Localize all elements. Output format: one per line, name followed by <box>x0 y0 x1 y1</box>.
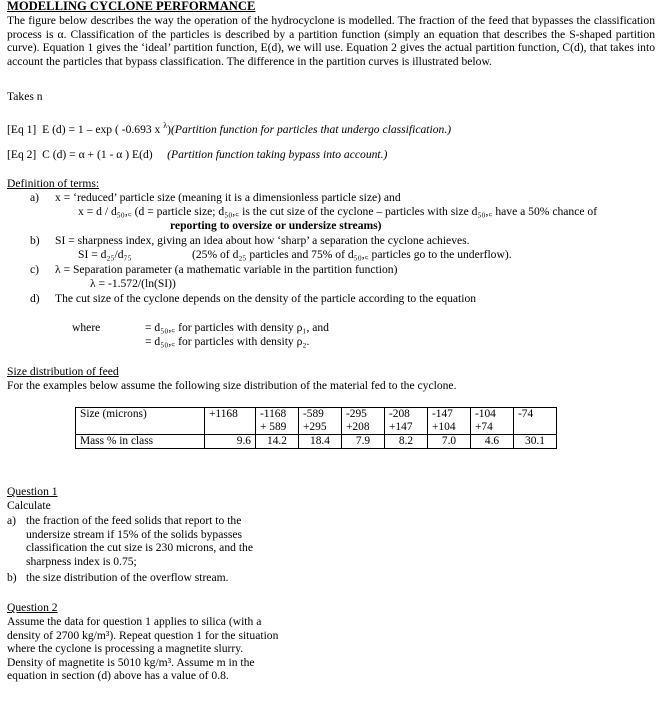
table-row-size <box>76 408 557 435</box>
equation-1 <box>7 119 451 136</box>
def-d-line1: The cut size of the cyclone depends on the density of the particle according to the equation <box>55 292 477 305</box>
def-a-line1: x = ‘reduced’ particle size (meaning it is a dimensionless particle size) and <box>55 191 401 204</box>
question-1-a-marker: a) <box>7 514 17 527</box>
def-c-line2: λ = -1.572/(ln(SI)) <box>90 277 176 290</box>
def-b-line2a: SI = d₂₅/d₇₅ <box>78 248 132 261</box>
where-line1: = d₅₀,꜀ for particles with density ρ₁, and <box>145 321 329 334</box>
def-a-line2: x = d / d₅₀,꜀ (d = particle size; d₅₀,꜀ is the cut size of the cyclone – particles with size d₅₀,꜀ have a 50% chance of <box>78 205 598 218</box>
table-cell-mass: 30.1 <box>514 435 557 449</box>
table-cell-mass: 14.2 <box>256 435 299 449</box>
size-dist-heading: Size distribution of feed <box>7 365 119 378</box>
eq1-exponent: λ <box>163 121 168 130</box>
def-a-line3: reporting to oversize or undersize streams) <box>170 219 382 232</box>
equation-2 <box>7 148 387 162</box>
table-cell-size: -208 +147 <box>385 408 428 435</box>
def-d-marker: d) <box>30 292 40 305</box>
table-cell-size: -74 <box>514 408 557 435</box>
where-line2: = d₅₀,꜀ for particles with density ρ₂. <box>145 335 310 348</box>
question-1-b-marker: b) <box>7 571 17 584</box>
row-label-mass: Mass % in class <box>76 435 205 449</box>
def-a-marker: a) <box>30 191 40 204</box>
eq2-label: [Eq 2] <box>7 148 37 161</box>
intro-paragraph: The figure below describes the way the operation of the hydrocyclone is modelled. The fraction of the feed that bypasses the classification process is α. Classification of the particles is described by a partition function (simply an equation that describes the S-shaped partition curve). Equation 1 gives the ‘ideal’ partition function, E(d), we will use. Equation 2 gives the actual partition function, C(d), that takes into account the particles that bypass classification. The difference in the partition curves is illustrated below. <box>7 14 655 68</box>
question-1-b-text: the size distribution of the overflow stream. <box>26 571 229 584</box>
eq2-formula: C (d) = α + (1 - α ) E(d) <box>42 148 153 161</box>
question-2-heading: Question 2 <box>7 601 58 614</box>
table-row-mass <box>76 435 557 449</box>
question-1-heading: Question 1 <box>7 485 58 498</box>
table-cell-mass: 8.2 <box>385 435 428 449</box>
document-title: MODELLING CYCLONE PERFORMANCE <box>7 0 256 13</box>
size-distribution-table <box>75 407 557 449</box>
table-cell-size: -1168 + 589 <box>256 408 299 435</box>
size-dist-sentence: For the examples below assume the following size distribution of the material fed to the cyclone. <box>7 379 457 392</box>
def-b-line2b: (25% of d₂₅ particles and 75% of d₅₀,꜀ particles go to the underflow). <box>192 248 512 261</box>
eq2-note: (Partition function taking bypass into account.) <box>167 148 388 161</box>
def-b-marker: b) <box>30 234 40 247</box>
table-cell-mass: 7.0 <box>428 435 471 449</box>
table-cell-mass: 7.9 <box>342 435 385 449</box>
eq1-close: ) <box>167 122 172 136</box>
def-c-line1: λ = Separation parameter (a mathematic variable in the partition function) <box>55 263 398 276</box>
table-cell-mass: 9.6 <box>205 435 256 449</box>
row-label-size: Size (microns) <box>76 408 205 435</box>
table-cell-mass: 18.4 <box>299 435 342 449</box>
definitions-heading: Definition of terms: <box>7 177 100 190</box>
question-1-calculate: Calculate <box>7 499 51 512</box>
def-b-line1: SI = sharpness index, giving an idea about how ‘sharp’ a separation the cyclone achieves. <box>55 234 470 247</box>
question-2-text: Assume the data for question 1 applies to silica (with a density of 2700 kg/m³). Repeat question 1 for the situation where the cyclone is processing a magnetite slurry. Density of magnetite is 5010 kg/m³. Assume m in the equation in section (d) above has a value of 0.8. <box>7 615 279 682</box>
def-c-marker: c) <box>30 263 40 276</box>
table-cell-size: -104 +74 <box>471 408 514 435</box>
where-label: where <box>72 321 101 334</box>
eq1-label: [Eq 1] <box>7 122 37 136</box>
table-cell-size: -147 +104 <box>428 408 471 435</box>
eq1-formula: E (d) = 1 – exp ( -0.693 x <box>42 122 164 136</box>
table-cell-size: +1168 <box>205 408 256 435</box>
table-cell-size: -589 +295 <box>299 408 342 435</box>
eq1-note: (Partition function for particles that undergo classification.) <box>171 122 452 136</box>
takes-n-text: Takes n <box>7 90 43 103</box>
table-cell-size: -295 +208 <box>342 408 385 435</box>
table-cell-mass: 4.6 <box>471 435 514 449</box>
question-1-a-text: the fraction of the feed solids that report to the undersize stream if 15% of the solids bypasses classification the cut size is 230 microns, and the sharpness index is 0.75; <box>26 514 253 568</box>
